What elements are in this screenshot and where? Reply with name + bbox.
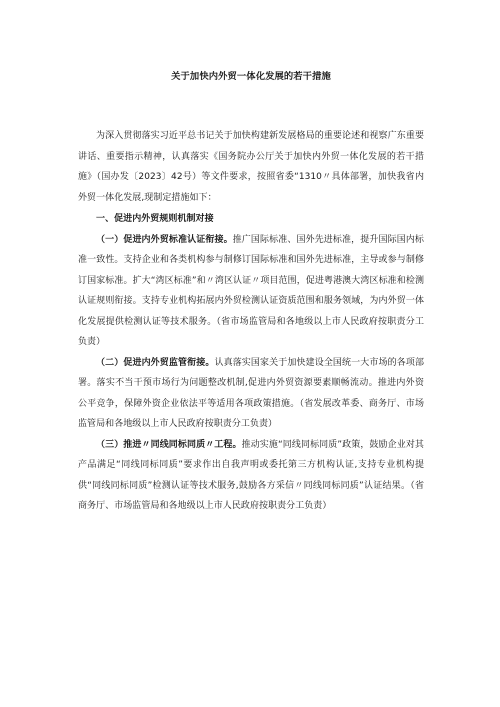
- measure-text: 推广国际标准、国外先进标准，提升国际国内标准一致性。支持企业和各类机构参与制修订国际标准和国外先进标准，主导或参与制修订国家标准。扩大“湾区标准”和〃湾区认证〃项目范围，促进粤港澳大湾区标准和检测认证规则衔接。支持专业机构拓展内外贸检测认证资质范围和服务领域，为内外贸一体化发展提供检测认证等技术服务。（省市场监管局和各地级以上市人民政府按职责分工负责）: [78, 234, 424, 347]
- measure-paragraph: [78, 435, 424, 517]
- section-heading: 一、促进内外贸规则机制对接: [96, 214, 214, 224]
- document-title: 关于加快内外贸一体化发展的若干措施: [171, 71, 331, 82]
- intro-paragraph: 为深入贯彻落实习近平总书记关于加快构建新发展格局的重要论述和视察广东重要讲话、重要指示精神，认真落实《国务院办公厅关于加快内外贸一体化发展的若干措施》（国办发〔2023〕42号）等文件要求，按照省委“1310〃具体部署，加快我省内外贸一体化发展,现制定措施如下：: [78, 131, 424, 203]
- measure-lead: （三）推进〃同线同标同质〃工程。: [96, 439, 242, 450]
- measure-lead: （二）促进内外贸监管衔接。: [96, 357, 215, 368]
- measure-paragraph: [78, 353, 424, 435]
- measure-lead: （一）促进内外贸标准认证衔接。: [96, 234, 233, 245]
- measure-text: 认真落实国家关于加快建设全国统一大市场的各项部署。落实不当干预市场行为问题整改机制,促进内外贸资源要素顺畅流动。推进内外资公平竞争，保障外资企业依法平等适用各项政策措施。（省发展改革委、商务厅、市场监管局和各地级以上市人民政府按职责分工负责）: [78, 357, 424, 429]
- measure-paragraph: [78, 230, 424, 353]
- measure-text: 推动实施“同线同标同质”政策，鼓励企业对其产品满足“同线同标同质”要求作出自我声明或委托第三方机构认证,支持专业机构提供“同线同标同质”检测认证等技术服务,鼓励各方采信〃同线同标同质”认证结果。（省商务厅、市场监管局和各地级以上市人民政府按职责分工负责）: [78, 439, 424, 511]
- document-body: [78, 126, 424, 517]
